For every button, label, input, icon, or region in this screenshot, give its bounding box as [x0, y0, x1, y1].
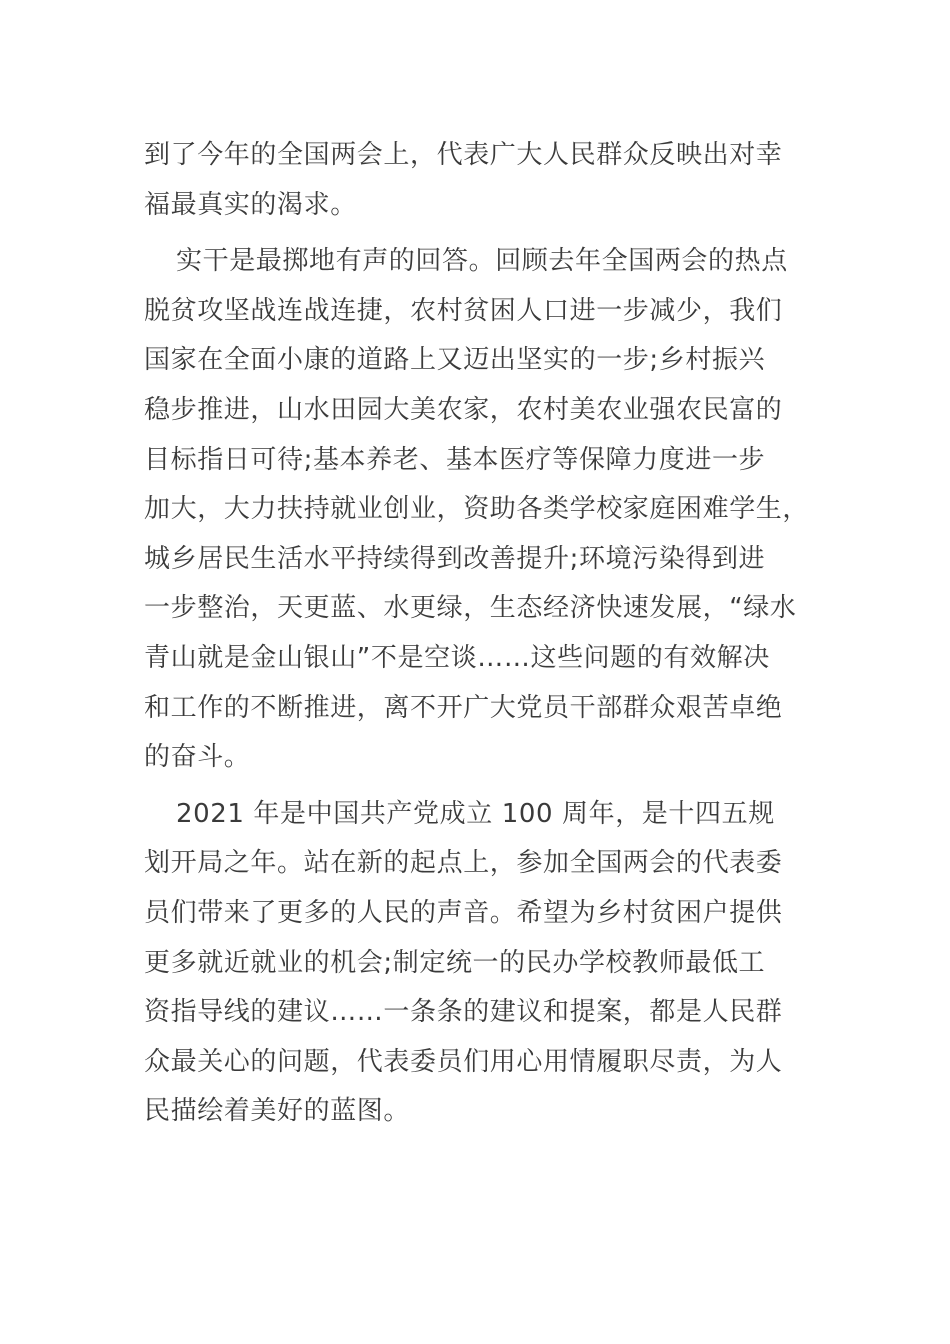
text-line: 脱贫攻坚战连战连捷，农村贫困人口进一步减少，我们 — [144, 295, 783, 326]
text-line: 一步整治，天更蓝、水更绿，生态经济快速发展，“绿水 — [144, 593, 797, 624]
paragraph-1 — [144, 131, 808, 230]
text-line: 福最真实的渴求。 — [144, 189, 357, 220]
text-line: 更多就近就业的机会;制定统一的民办学校教师最低工 — [144, 947, 766, 978]
text-line: 的奋斗。 — [144, 742, 251, 773]
text-line: 到了今年的全国两会上，代表广大人民群众反映出对幸 — [144, 140, 783, 170]
text-line: 和工作的不断推进，离不开广大党员干部群众艰苦卓绝 — [144, 692, 783, 723]
text-line: 城乡居民生活水平持续得到改善提升;环境污染得到进 — [144, 543, 766, 574]
text-line: 划开局之年。站在新的起点上，参加全国两会的代表委 — [144, 848, 783, 879]
paragraph-3 — [144, 790, 808, 1137]
text-line: 2021 年是中国共产党成立 100 周年，是十四五规 — [176, 798, 775, 829]
text-line: 众最关心的问题，代表委员们用心用情履职尽责，为人 — [144, 1046, 783, 1077]
paragraph-2 — [144, 237, 808, 783]
text-line: 员们带来了更多的人民的声音。希望为乡村贫困户提供 — [144, 897, 783, 928]
text-line: 青山就是金山银山”不是空谈……这些问题的有效解决 — [144, 642, 770, 673]
document-body — [144, 131, 808, 1137]
text-line: 稳步推进，山水田园大美农家，农村美农业强农民富的 — [144, 394, 783, 425]
text-line: 目标指日可待;基本养老、基本医疗等保障力度进一步 — [144, 444, 766, 475]
text-line: 实干是最掷地有声的回答。回顾去年全国两会的热点 — [176, 246, 788, 277]
text-line: 国家在全面小康的道路上又迈出坚实的一步;乡村振兴 — [144, 345, 766, 376]
text-line: 资指导线的建议……一条条的建议和提案，都是人民群 — [144, 997, 783, 1028]
text-line: 民描绘着美好的蓝图。 — [144, 1096, 411, 1127]
text-line: 加大，大力扶持就业创业，资助各类学校家庭困难学生， — [144, 494, 810, 525]
